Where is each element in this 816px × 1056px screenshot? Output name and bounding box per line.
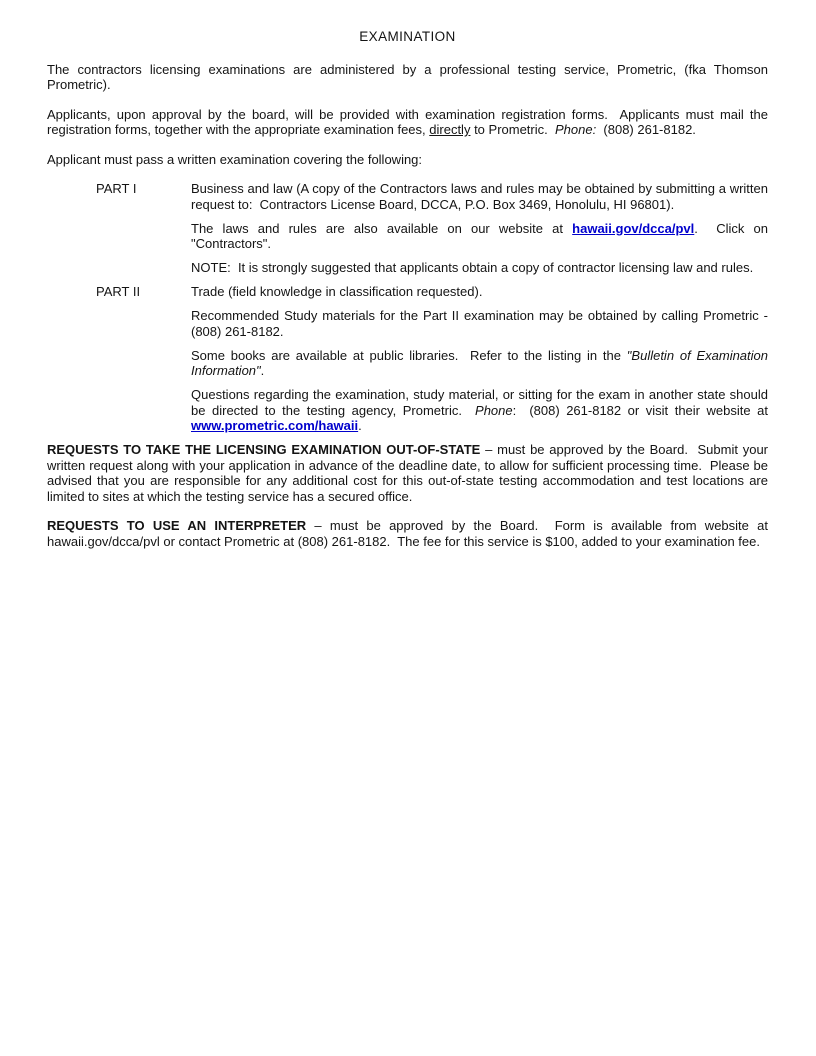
hawaii-gov-dcca-pvl-link[interactable]: hawaii.gov/dcca/pvl: [572, 220, 695, 236]
intro-paragraph-1-text: The contractors licensing examinations are administered by a professional testing service, Prometric, (fka Thomson Prometric).: [47, 61, 772, 92]
part-ii-label: PART II: [96, 284, 141, 299]
part-i-item-website-text-a: The laws and rules are also available on our website at: [191, 220, 573, 236]
part-ii-items: [191, 284, 772, 442]
prometric-website-link[interactable]: www.prometric.com/hawaii: [191, 418, 359, 433]
part-ii-item-libraries-text-a: Some books are available at public libraries. Refer to the listing in the: [191, 347, 627, 363]
part-i-item-website-text-b: . Click on "Contractors".: [191, 220, 772, 251]
part-ii-item-trade-text: Trade (field knowledge in classification requested).: [191, 284, 483, 299]
intro-paragraph-3-text: Applicant must pass a written examination covering the following:: [47, 151, 423, 167]
phone-label: Phone:: [554, 122, 597, 137]
intro-paragraph-2: [47, 106, 772, 138]
part-ii-item-questions-text-c: .: [358, 418, 362, 433]
part-ii-section: [96, 284, 772, 442]
intro-paragraph-3: [47, 152, 768, 168]
out-of-state-heading: REQUESTS TO TAKE THE LICENSING EXAMINATION OUT-OF-STATE: [47, 442, 481, 457]
part-ii-item-study-materials-text: Recommended Study materials for the Part II examination may be obtained by calling Prometric - (808) 261-8182.: [191, 308, 772, 339]
part-ii-item-study-materials: [191, 308, 772, 339]
intro-paragraph-1: [47, 61, 772, 93]
part-i-label: PART I: [96, 181, 137, 196]
part-i-item-note: [191, 260, 768, 276]
phone-label-2: Phone: [475, 402, 513, 418]
interpreter-section: [47, 518, 772, 549]
directly-underlined-word: directly: [429, 122, 471, 137]
intro-paragraph-2-text-b: to Prometric.: [470, 122, 555, 137]
part-ii-item-libraries-text-b: .: [260, 363, 265, 378]
part-ii-item-questions-text-a: Questions regarding the examination, study material, or sitting for the exam in another state should be directed to the testing agency, Prometric.: [191, 387, 772, 418]
part-ii-item-questions-text-b: : (808) 261-8182 or visit their website at: [512, 402, 772, 418]
interpreter-body: – must be approved by the Board. Form is available from website at hawaii.gov/dcca/pvl or contact Prometric at (808) 261-8182. The fee for this service is $100, added to your examination fee.: [47, 518, 772, 549]
part-ii-item-trade: [191, 284, 768, 300]
part-ii-item-questions: [191, 387, 772, 434]
intro-paragraph-2-phone-number: (808) 261-8182.: [596, 122, 696, 137]
part-i-section: [96, 181, 772, 284]
bulletin-title-italic: "Bulletin of Examination Information": [191, 347, 772, 378]
interpreter-heading: REQUESTS TO USE AN INTERPRETER: [47, 518, 307, 533]
intro-paragraph-2-text-a: Applicants, upon approval by the board, will be provided with examination registration forms. Applicants must mail the registration forms, together with the appropriate examination fees,: [47, 106, 772, 137]
part-i-item-business-law-text: Business and law (A copy of the Contractors laws and rules may be obtained by submitting a written request to: Contractors License Board, DCCA, P.O. Box 3469, Honolulu, HI 96801).: [191, 181, 772, 212]
part-i-items: [191, 181, 772, 284]
part-ii-item-libraries: [191, 347, 772, 379]
part-i-item-business-law: [191, 181, 772, 212]
part-i-item-website: [191, 220, 772, 252]
out-of-state-body: – must be approved by the Board. Submit your written request along with your application in advance of the deadline date, to allow for sufficient processing time. Please be advised that you are responsible for any additional cost for this out-of-state testing accommodation and test locations are limited to sites at which the testing service has a secured office.: [47, 442, 772, 504]
part-i-item-note-text: NOTE: It is strongly suggested that applicants obtain a copy of contractor licensing law and rules.: [191, 260, 754, 275]
page-title: EXAMINATION: [359, 29, 456, 44]
out-of-state-section: [47, 442, 772, 504]
